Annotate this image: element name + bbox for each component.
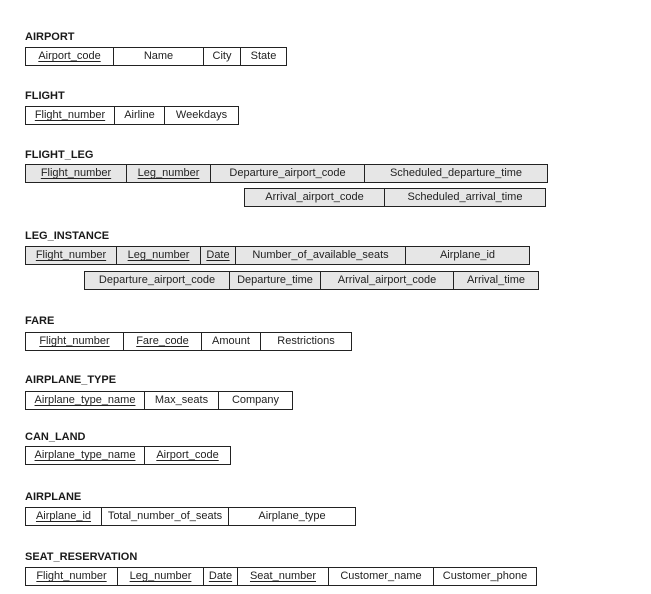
relation-title: FARE bbox=[25, 315, 55, 327]
attribute-arrival-airport-code: Arrival_airport_code bbox=[321, 271, 454, 290]
attribute-departure-airport-code: Departure_airport_code bbox=[211, 164, 365, 183]
attribute-name: Name bbox=[114, 47, 204, 66]
attribute-customer-phone: Customer_phone bbox=[434, 567, 537, 586]
attribute-flight-number: Flight_number bbox=[25, 164, 127, 183]
attribute-airplane-type: Airplane_type bbox=[229, 507, 356, 526]
attribute-row bbox=[25, 332, 352, 351]
relation-title: FLIGHT bbox=[25, 90, 65, 102]
attribute-arrival-time: Arrival_time bbox=[454, 271, 539, 290]
attribute-city: City bbox=[204, 47, 241, 66]
attribute-number-of-available-seats: Number_of_available_seats bbox=[236, 246, 406, 265]
relation-title: AIRPLANE_TYPE bbox=[25, 374, 117, 386]
relation-title: CAN_LAND bbox=[25, 431, 86, 443]
attribute-row bbox=[25, 164, 548, 183]
relation-title: AIRPLANE bbox=[25, 491, 82, 503]
attribute-flight-number: Flight_number bbox=[25, 567, 118, 586]
attribute-leg-number: Leg_number bbox=[117, 246, 201, 265]
relation-title: FLIGHT_LEG bbox=[25, 149, 94, 161]
attribute-airplane-type-name: Airplane_type_name bbox=[25, 391, 145, 410]
attribute-departure-time: Departure_time bbox=[230, 271, 321, 290]
attribute-amount: Amount bbox=[202, 332, 261, 351]
attribute-airport-code: Airport_code bbox=[25, 47, 114, 66]
attribute-row bbox=[244, 188, 546, 207]
attribute-airplane-id: Airplane_id bbox=[406, 246, 530, 265]
attribute-flight-number: Flight_number bbox=[25, 332, 124, 351]
attribute-row bbox=[25, 567, 537, 586]
attribute-row bbox=[84, 271, 539, 290]
attribute-row bbox=[25, 507, 356, 526]
attribute-restrictions: Restrictions bbox=[261, 332, 352, 351]
attribute-company: Company bbox=[219, 391, 293, 410]
attribute-weekdays: Weekdays bbox=[165, 106, 239, 125]
attribute-row bbox=[25, 446, 231, 465]
attribute-customer-name: Customer_name bbox=[329, 567, 434, 586]
relation-title: AIRPORT bbox=[25, 31, 75, 43]
attribute-departure-airport-code: Departure_airport_code bbox=[84, 271, 230, 290]
attribute-airline: Airline bbox=[115, 106, 165, 125]
attribute-fare-code: Fare_code bbox=[124, 332, 202, 351]
attribute-scheduled-arrival-time: Scheduled_arrival_time bbox=[385, 188, 546, 207]
attribute-flight-number: Flight_number bbox=[25, 246, 117, 265]
attribute-airport-code: Airport_code bbox=[145, 446, 231, 465]
attribute-row bbox=[25, 246, 530, 265]
attribute-row bbox=[25, 391, 293, 410]
attribute-row bbox=[25, 106, 239, 125]
attribute-leg-number: Leg_number bbox=[127, 164, 211, 183]
attribute-total-number-of-seats: Total_number_of_seats bbox=[102, 507, 229, 526]
attribute-date: Date bbox=[201, 246, 236, 265]
relation-title: SEAT_RESERVATION bbox=[25, 551, 138, 563]
attribute-date: Date bbox=[204, 567, 238, 586]
attribute-row bbox=[25, 47, 287, 66]
attribute-airplane-type-name: Airplane_type_name bbox=[25, 446, 145, 465]
attribute-arrival-airport-code: Arrival_airport_code bbox=[244, 188, 385, 207]
attribute-airplane-id: Airplane_id bbox=[25, 507, 102, 526]
attribute-scheduled-departure-time: Scheduled_departure_time bbox=[365, 164, 548, 183]
attribute-flight-number: Flight_number bbox=[25, 106, 115, 125]
relation-title: LEG_INSTANCE bbox=[25, 230, 110, 242]
attribute-max-seats: Max_seats bbox=[145, 391, 219, 410]
attribute-state: State bbox=[241, 47, 287, 66]
attribute-seat-number: Seat_number bbox=[238, 567, 329, 586]
attribute-leg-number: Leg_number bbox=[118, 567, 204, 586]
